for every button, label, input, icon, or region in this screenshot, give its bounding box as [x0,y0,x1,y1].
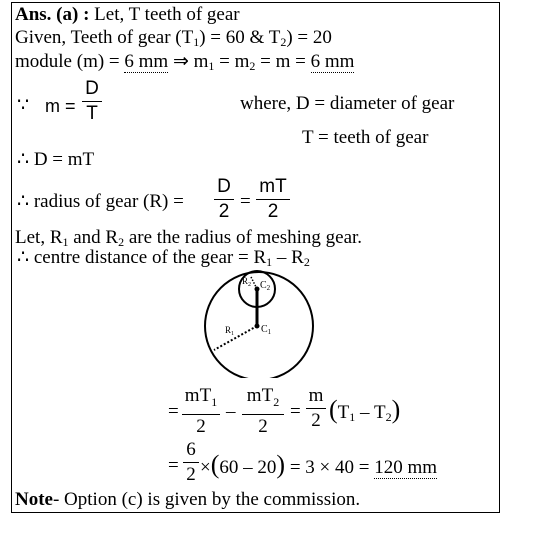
where-t: T = teeth of gear [302,127,429,148]
radius-label: ∴ radius of gear (R) = [17,191,184,212]
note-label: Note [15,489,53,510]
fraction-denominator: 2 [218,201,230,222]
eq1-equals-2: = [290,401,301,422]
fraction-bar [82,101,102,102]
module-text: ⇒ m [168,51,209,72]
fraction-numerator: D [217,176,231,197]
module-text: = m = [255,51,311,72]
fraction-denominator: 2 [311,410,321,431]
module-text: = m [214,51,250,72]
module-sub: 1 [208,59,215,73]
given-sub: 2 [280,35,287,49]
fraction-bar [214,199,234,200]
module-line [15,52,354,72]
d-over-t-fraction [82,79,102,124]
module-text: module (m) = [15,51,125,72]
note-text: - Option (c) is given by the commission. [52,489,361,510]
module-value: 6 mm [310,51,355,72]
eq2-result: 120 mm [374,457,438,478]
label-c1: $C_1$ [261,324,272,336]
d-equation: ∴ D = mT [17,149,95,170]
radius-equals: = [240,191,251,212]
m-equals: m = [45,96,76,116]
eq1-minus: – [226,401,236,422]
centre-text: – R [272,247,304,268]
let-text: Let, R [15,227,63,248]
let-text: and R [68,227,119,248]
fraction-numerator: $mT_2$ [246,385,280,409]
fraction-bar [242,414,284,415]
radius-fraction-2 [256,177,290,222]
fraction-numerator: m [308,385,324,406]
eq1-fraction-1 [182,386,220,437]
eq2-fraction [183,440,199,485]
given-text: ) = 20 [286,27,332,48]
let-radius-line [15,228,362,248]
fraction-numerator: D [85,78,99,99]
fraction-bar [256,199,290,200]
note-line [15,490,360,510]
fraction-denominator: 2 [196,415,206,437]
radius-fraction-1 [214,177,234,222]
given-line [15,28,332,48]
eq1-fraction-3 [306,386,326,431]
fraction-numerator: $mT_1$ [184,385,218,409]
centre-sub: 2 [303,255,310,269]
centre-text: ∴ centre distance of the gear = R [17,247,267,268]
centre-sub: 1 [266,255,273,269]
label-c2: $C_2$ [260,280,271,292]
module-value: 6 mm [124,51,169,72]
let-sub: 1 [62,235,69,249]
because-symbol: ∵ [17,95,30,116]
let-text: are the radius of meshing gear. [124,227,363,248]
eq2-rest: ×(60 – 20) = 3 × 40 = 120 mm [200,450,438,479]
fraction-numerator: 6 [186,439,196,460]
centre-distance-line [17,248,310,268]
eq1-bracket-term: $(T_1 - T_2)$ [329,395,401,424]
answer-label: Ans. (a) : [15,4,90,25]
label-r1: $R_1$ [225,325,235,337]
let-sub: 2 [118,235,125,249]
given-text: Given, Teeth of gear (T [15,27,194,48]
large-radius-line [214,326,257,350]
fraction-numerator: mT [259,176,287,197]
where-d: where, D = diameter of gear [240,93,455,114]
eq2-equals: = [168,455,179,476]
fraction-denominator: T [86,103,98,124]
module-sub: 2 [249,59,256,73]
eq1-equals: = [168,401,179,422]
fraction-denominator: 2 [186,464,196,485]
given-sub: 1 [193,35,200,49]
gear-diagram [195,268,325,378]
fraction-denominator: 2 [267,201,279,222]
fraction-bar [182,414,220,415]
eq1-fraction-2 [242,386,284,437]
answer-intro: Let, T teeth of gear [89,4,240,25]
fraction-bar [306,408,326,409]
label-r2: $R_2$ [242,276,252,288]
answer-heading-line [15,5,240,25]
fraction-denominator: 2 [258,415,268,437]
fraction-bar [183,462,199,463]
given-text: ) = 60 & T [199,27,281,48]
